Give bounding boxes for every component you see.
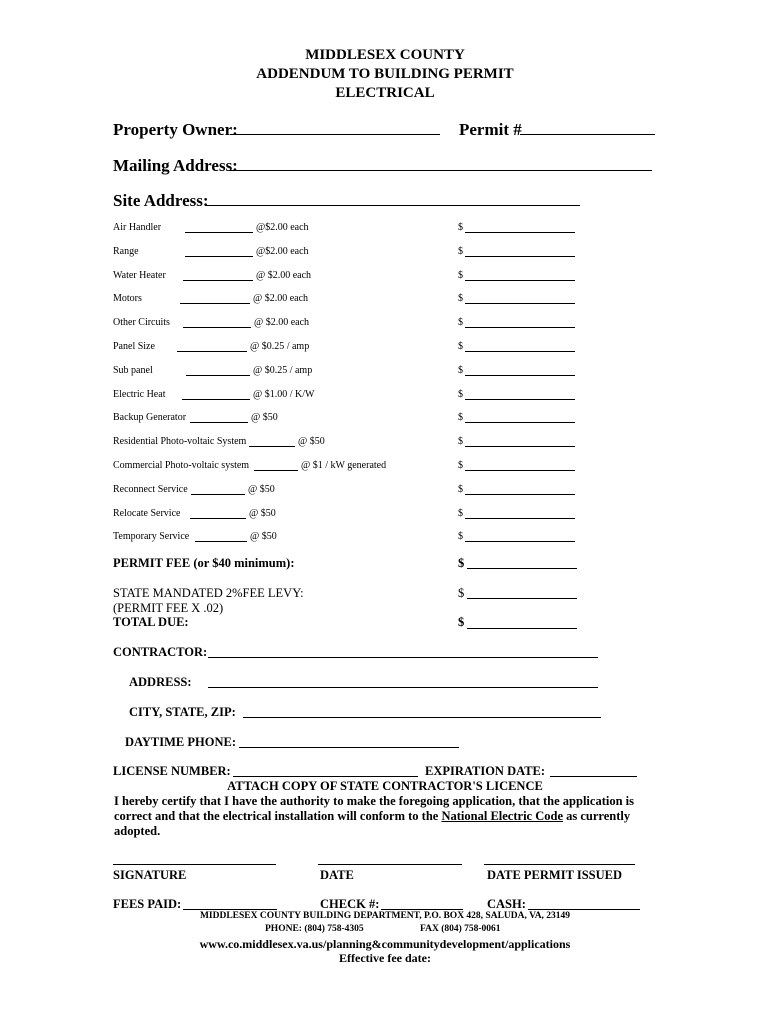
footer-department: MIDDLESEX COUNTY BUILDING DEPARTMENT, P.O. BOX 428, SALUDA, VA, 23149: [199, 911, 571, 921]
fee-item-rate: @ $2.00 each: [253, 293, 309, 304]
fee-item-quantity-field[interactable]: [180, 303, 250, 304]
fee-item-rate: @ $2.00 each: [256, 270, 312, 281]
contractor-address-label: ADDRESS:: [129, 675, 192, 689]
title-county: MIDDLESEX COUNTY: [305, 47, 465, 63]
fee-item-dollar: $: [458, 270, 463, 281]
fee-item-label: Relocate Service: [113, 508, 181, 519]
fee-item-amount-field[interactable]: [465, 303, 575, 304]
fee-item-dollar: $: [458, 317, 463, 328]
fee-item-label: Electric Heat: [113, 389, 166, 400]
fee-item-dollar: $: [458, 436, 463, 447]
fee-item-label: Motors: [113, 293, 142, 304]
fee-item-rate: @ $0.25 / amp: [250, 341, 310, 352]
certification-text: I hereby certify that I have the authority to make the foregoing application, that the application is correct and that the electrical installation will conform to the: [114, 794, 635, 823]
fee-item-rate: @ $50: [250, 531, 277, 542]
fee-item-dollar: $: [458, 484, 463, 495]
levy-field[interactable]: [467, 598, 577, 599]
fee-item-rate: @ $50: [248, 484, 275, 495]
contractor-label: CONTRACTOR:: [113, 645, 208, 659]
fee-item-label: Residential Photo-voltaic System: [113, 436, 247, 447]
fee-item-rate: @ $50: [249, 508, 276, 519]
expiration-date-field[interactable]: [550, 776, 637, 777]
fees-paid-label: FEES PAID:: [113, 897, 182, 911]
fee-item-amount-field[interactable]: [465, 518, 575, 519]
permit-fee-dollar: $: [458, 556, 465, 570]
check-number-label: CHECK #:: [320, 897, 380, 911]
fee-item-dollar: $: [458, 389, 463, 400]
fee-item-dollar: $: [458, 341, 463, 352]
fee-item-label: Range: [113, 246, 139, 257]
levy-dollar: $: [458, 586, 465, 600]
fee-item-rate: @$2.00 each: [256, 246, 309, 257]
title-electrical: ELECTRICAL: [335, 85, 435, 101]
fee-item-label: Sub panel: [113, 365, 153, 376]
signature-line[interactable]: [113, 864, 276, 865]
fee-item-amount-field[interactable]: [465, 280, 575, 281]
national-electric-code-link: National Electric Code: [441, 809, 563, 823]
date-label: DATE: [320, 868, 354, 882]
fee-item-dollar: $: [458, 412, 463, 423]
fees-paid-field[interactable]: [183, 909, 277, 910]
fee-item-amount-field[interactable]: [465, 470, 575, 471]
fee-item-label: Panel Size: [113, 341, 155, 352]
fee-item-quantity-field[interactable]: [183, 280, 253, 281]
fee-item-rate: @ $1 / kW generated: [301, 460, 387, 471]
fee-item-quantity-field[interactable]: [186, 375, 250, 376]
city-state-zip-label: CITY, STATE, ZIP:: [129, 705, 236, 719]
signature-label: SIGNATURE: [113, 868, 187, 882]
fee-item-amount-field[interactable]: [465, 399, 575, 400]
fee-item-dollar: $: [458, 531, 463, 542]
mailing-address-field[interactable]: [229, 170, 652, 171]
date-line[interactable]: [318, 864, 462, 865]
fee-item-label: Commercial Photo-voltaic system: [113, 460, 250, 471]
fee-item-label: Reconnect Service: [113, 484, 188, 495]
date-permit-issued-label: DATE PERMIT ISSUED: [487, 868, 622, 882]
fee-item-label: Air Handler: [113, 222, 162, 233]
total-due-label: TOTAL DUE:: [113, 615, 189, 629]
fee-item-rate: @ $1.00 / K/W: [253, 389, 315, 400]
permit-number-label: Permit #: [459, 120, 522, 139]
permit-fee-field[interactable]: [467, 568, 577, 569]
fee-item-dollar: $: [458, 246, 463, 257]
fee-item-amount-field[interactable]: [465, 446, 575, 447]
mailing-address-label: Mailing Address:: [113, 156, 238, 175]
site-address-field[interactable]: [205, 205, 580, 206]
fee-item-rate: @ $50: [298, 436, 325, 447]
footer-phone: PHONE: (804) 758-4305: [265, 924, 364, 934]
certification-text-end: as currently adopted.: [114, 809, 631, 838]
expiration-date-label: EXPIRATION DATE:: [425, 764, 546, 778]
fee-item-dollar: $: [458, 222, 463, 233]
levy-label: STATE MANDATED 2%FEE LEVY:: [113, 586, 304, 600]
fee-item-quantity-field[interactable]: [190, 518, 246, 519]
fee-item-quantity-field[interactable]: [177, 351, 247, 352]
fee-item-quantity-field[interactable]: [190, 422, 248, 423]
fee-item-dollar: $: [458, 508, 463, 519]
fee-item-rate: @ $0.25 / amp: [253, 365, 313, 376]
fee-item-dollar: $: [458, 293, 463, 304]
fee-item-amount-field[interactable]: [465, 422, 575, 423]
site-address-label: Site Address:: [113, 191, 209, 210]
fee-item-quantity-field[interactable]: [195, 541, 247, 542]
fee-item-dollar: $: [458, 365, 463, 376]
cash-label: CASH:: [487, 897, 526, 911]
title-addendum: ADDENDUM TO BUILDING PERMIT: [256, 66, 514, 82]
license-number-field[interactable]: [233, 776, 418, 777]
footer-effective-date: Effective fee date:: [339, 951, 431, 965]
fee-item-rate: @$2.00 each: [256, 222, 309, 233]
daytime-phone-field[interactable]: [239, 747, 459, 748]
fee-item-rate: @ $50: [251, 412, 278, 423]
footer-website: www.co.middlesex.va.us/planning&communitydevelopment/applications: [199, 937, 571, 951]
city-state-zip-field[interactable]: [243, 717, 601, 718]
fee-item-dollar: $: [458, 460, 463, 471]
fee-item-label: Water Heater: [113, 270, 166, 281]
property-owner-label: Property Owner:: [113, 120, 238, 139]
fee-item-quantity-field[interactable]: [191, 494, 245, 495]
certification-statement: [114, 794, 654, 839]
fee-item-amount-field[interactable]: [465, 541, 575, 542]
fee-item-label: Other Circuits: [113, 317, 170, 328]
license-number-label: LICENSE NUMBER:: [113, 764, 231, 778]
fee-item-quantity-field[interactable]: [183, 327, 251, 328]
property-owner-field[interactable]: [230, 134, 440, 135]
contractor-field[interactable]: [208, 657, 598, 658]
fee-item-quantity-field[interactable]: [182, 399, 250, 400]
fee-item-label: Temporary Service: [113, 531, 190, 542]
contractor-address-field[interactable]: [208, 687, 598, 688]
fee-item-amount-field[interactable]: [465, 494, 575, 495]
fee-item-quantity-field[interactable]: [254, 470, 298, 471]
attach-license-note: ATTACH COPY OF STATE CONTRACTOR'S LICENCE: [227, 779, 543, 793]
fee-item-amount-field[interactable]: [465, 232, 575, 233]
fee-item-amount-field[interactable]: [465, 327, 575, 328]
fee-item-rate: @ $2.00 each: [254, 317, 310, 328]
fee-item-label: Backup Generator: [113, 412, 187, 423]
fee-item-amount-field[interactable]: [465, 375, 575, 376]
fee-item-amount-field[interactable]: [465, 351, 575, 352]
footer-fax: FAX (804) 758-0061: [420, 924, 501, 934]
permit-number-field[interactable]: [520, 134, 655, 135]
permit-fee-label: PERMIT FEE (or $40 minimum):: [113, 556, 295, 570]
fee-item-quantity-field[interactable]: [249, 446, 295, 447]
total-due-dollar: $: [458, 615, 465, 629]
date-issued-line[interactable]: [484, 864, 635, 865]
fee-item-quantity-field[interactable]: [185, 256, 253, 257]
cash-field[interactable]: [528, 909, 640, 910]
levy-formula: (PERMIT FEE X .02): [113, 601, 224, 615]
check-number-field[interactable]: [381, 909, 463, 910]
total-due-field[interactable]: [467, 628, 577, 629]
fee-item-quantity-field[interactable]: [185, 232, 253, 233]
daytime-phone-label: DAYTIME PHONE:: [125, 735, 237, 749]
fee-item-amount-field[interactable]: [465, 256, 575, 257]
